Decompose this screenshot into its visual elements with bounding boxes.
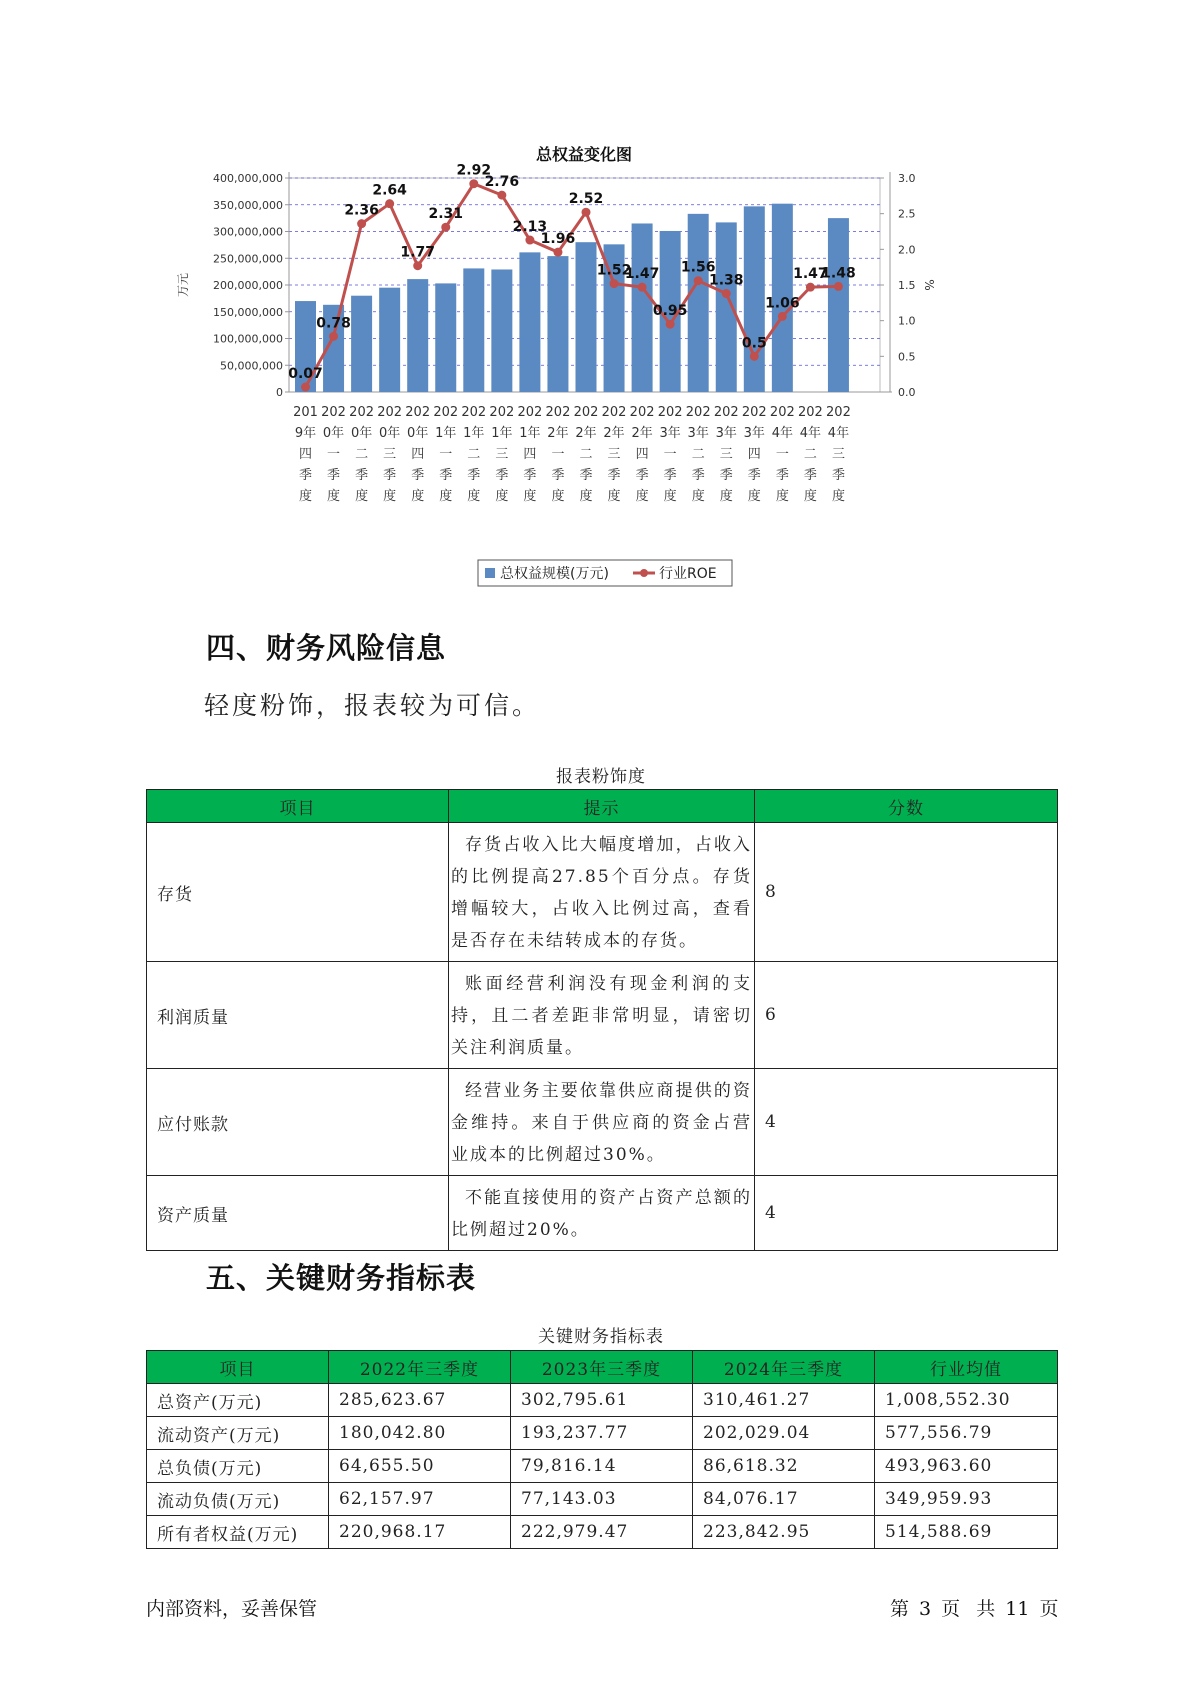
- equity-bar: [407, 279, 428, 392]
- roe-data-label: 1.06: [765, 295, 800, 312]
- x-category-label: 202 1年四季度: [517, 405, 543, 504]
- x-category-label: 202 0年四季度: [405, 405, 431, 504]
- risk-score: 4: [755, 1069, 1058, 1176]
- key-row-current-assets: [147, 1417, 1058, 1450]
- x-category-label: 202 3年一季度: [657, 405, 683, 504]
- key-value: 79,816.14: [511, 1450, 693, 1483]
- risk-tip: 不能直接使用的资产占资产总额的比例超过20%。: [449, 1176, 755, 1251]
- key-value: 84,076.17: [693, 1483, 875, 1516]
- right-tick-label: 2.0: [898, 243, 916, 257]
- x-category-label: 202 4年二季度: [797, 405, 823, 504]
- risk-table-caption: 报表粉饰度: [556, 767, 646, 787]
- left-tick-label: 300,000,000: [213, 225, 283, 239]
- key-value: 86,618.32: [693, 1450, 875, 1483]
- roe-point: [722, 289, 731, 298]
- roe-data-label: 1.47: [624, 266, 660, 283]
- roe-point: [441, 223, 450, 232]
- legend-bar-label: 总权益规模(万元): [500, 566, 609, 582]
- right-tick-label: 0.5: [898, 350, 916, 364]
- roe-data-label: 2.36: [344, 202, 379, 219]
- risk-row-inventory: [147, 823, 1058, 962]
- roe-point: [469, 179, 478, 188]
- roe-point: [778, 312, 787, 321]
- key-value: 180,042.80: [329, 1417, 511, 1450]
- roe-data-label: 1.52: [596, 262, 632, 279]
- key-item: 流动资产(万元): [147, 1417, 329, 1450]
- equity-bar: [828, 218, 849, 392]
- key-value: 349,959.93: [875, 1483, 1058, 1516]
- equity-bar: [491, 269, 512, 392]
- key-value: 285,623.67: [329, 1384, 511, 1417]
- x-category-label: 202 1年一季度: [433, 405, 459, 504]
- left-tick-label: 150,000,000: [213, 305, 283, 319]
- roe-data-label: 2.76: [484, 174, 520, 191]
- x-category-label: 202 2年二季度: [573, 405, 599, 504]
- equity-bar: [463, 268, 484, 392]
- right-tick-label: 1.5: [898, 279, 916, 292]
- roe-data-label: 2.64: [372, 182, 407, 199]
- key-value: 302,795.61: [511, 1384, 693, 1417]
- x-category-label: 202 3年三季度: [713, 405, 739, 504]
- risk-item: 资产质量: [147, 1176, 449, 1251]
- risk-header-tip: 提示: [449, 790, 755, 823]
- roe-point: [301, 383, 310, 392]
- key-value: 493,963.60: [875, 1450, 1058, 1483]
- roe-point: [357, 219, 366, 228]
- risk-row-accounts-payable: [147, 1069, 1058, 1176]
- key-header-item: 项目: [147, 1351, 329, 1384]
- roe-data-label: 2.52: [568, 191, 604, 208]
- left-tick-label: 50,000,000: [220, 359, 283, 373]
- footer-total-pages: 共 11 页: [976, 1598, 1059, 1620]
- left-axis-unit: 万元: [176, 272, 190, 298]
- x-category-label: 202 2年三季度: [601, 405, 627, 504]
- roe-point: [750, 352, 759, 361]
- equity-bar: [379, 288, 400, 392]
- x-category-label: 202 2年四季度: [629, 405, 655, 504]
- key-value: 223,842.95: [693, 1516, 875, 1549]
- section-five-title: 五、关键财务指标表: [206, 1261, 477, 1295]
- equity-bar: [519, 252, 540, 392]
- risk-tip: 存货占收入比大幅度增加，占收入的比例提高27.85个百分点。存货增幅较大，占收入比例过高，查看是否存在未结转成本的存货。: [449, 823, 755, 962]
- roe-data-label: 0.78: [316, 315, 351, 332]
- roe-data-label: 2.13: [512, 219, 548, 236]
- risk-score: 4: [755, 1176, 1058, 1251]
- x-category-label: 202 4年一季度: [769, 405, 795, 504]
- risk-header-score: 分数: [755, 790, 1058, 823]
- key-table-header-row: [147, 1351, 1058, 1384]
- roe-point: [553, 248, 562, 257]
- legend-line-marker: [640, 569, 648, 577]
- risk-tip: 账面经营利润没有现金利润的支持，且二者差距非常明显，请密切关注利润质量。: [449, 962, 755, 1069]
- roe-point: [610, 279, 619, 288]
- right-tick-label: 0.0: [898, 386, 916, 399]
- roe-point: [666, 320, 675, 329]
- section-four-title: 四、财务风险信息: [206, 631, 447, 665]
- right-axis-unit: %: [922, 279, 936, 291]
- x-category-label: 202 2年一季度: [545, 405, 571, 504]
- risk-row-profit-quality: [147, 962, 1058, 1069]
- roe-data-label: 1.77: [400, 244, 435, 261]
- roe-data-label: 1.56: [680, 259, 716, 276]
- risk-table-header-row: [147, 790, 1058, 823]
- key-value: 220,968.17: [329, 1516, 511, 1549]
- key-header-industry-avg: 行业均值: [875, 1351, 1058, 1384]
- roe-data-label: 2.31: [428, 206, 464, 223]
- risk-tip: 经营业务主要依靠供应商提供的资金维持。来自于供应商的资金占营业成本的比例超过30%。: [449, 1069, 755, 1176]
- risk-header-item: 项目: [147, 790, 449, 823]
- roe-point: [413, 261, 422, 270]
- footer-page-info: [890, 1594, 1064, 1621]
- roe-data-label: 0.95: [652, 303, 688, 320]
- risk-item: 利润质量: [147, 962, 449, 1069]
- roe-data-label: 1.96: [540, 231, 576, 248]
- key-item: 所有者权益(万元): [147, 1516, 329, 1549]
- key-header-2024q3: 2024年三季度: [693, 1351, 875, 1384]
- key-row-total-assets: [147, 1384, 1058, 1417]
- key-row-owners-equity: [147, 1516, 1058, 1549]
- roe-point: [525, 236, 534, 245]
- key-value: 577,556.79: [875, 1417, 1058, 1450]
- footer-confidential-note: 内部资料，妥善保管: [146, 1598, 318, 1620]
- footer-page-number: 第 3 页: [890, 1598, 961, 1620]
- x-category-label: 202 1年二季度: [461, 405, 487, 504]
- roe-point: [694, 276, 703, 285]
- key-value: 193,237.77: [511, 1417, 693, 1450]
- left-tick-label: 400,000,000: [213, 172, 283, 185]
- x-category-label: 202 0年三季度: [377, 405, 403, 504]
- key-value: 62,157.97: [329, 1483, 511, 1516]
- roe-data-label: 2.92: [456, 162, 492, 179]
- key-value: 310,461.27: [693, 1384, 875, 1417]
- left-tick-label: 100,000,000: [213, 332, 283, 346]
- key-value: 222,979.47: [511, 1516, 693, 1549]
- risk-item: 存货: [147, 823, 449, 962]
- equity-bar: [547, 256, 568, 392]
- left-tick-label: 0: [276, 386, 283, 399]
- key-item: 总负债(万元): [147, 1450, 329, 1483]
- roe-data-label: 1.48: [821, 265, 856, 282]
- equity-bar: [351, 296, 372, 392]
- risk-table: [146, 789, 1058, 1251]
- equity-chart: [170, 130, 950, 590]
- roe-point: [638, 283, 647, 292]
- risk-summary-text: 轻度粉饰，报表较为可信。: [204, 691, 541, 720]
- key-value: 77,143.03: [511, 1483, 693, 1516]
- roe-point: [582, 208, 591, 217]
- x-category-label: 202 3年四季度: [741, 405, 767, 504]
- left-tick-label: 350,000,000: [213, 198, 283, 212]
- key-item: 流动负债(万元): [147, 1483, 329, 1516]
- risk-score: 6: [755, 962, 1058, 1069]
- risk-score: 8: [755, 823, 1058, 962]
- equity-bar: [741, 206, 767, 392]
- roe-point: [806, 283, 815, 292]
- risk-item: 应付账款: [147, 1069, 449, 1176]
- x-category-label: 201 9年四季度: [293, 405, 318, 504]
- chart-title: 总权益变化图: [535, 145, 633, 164]
- equity-chart-svg: [170, 130, 950, 590]
- left-tick-label: 250,000,000: [213, 252, 283, 266]
- key-value: 514,588.69: [875, 1516, 1058, 1549]
- roe-data-label: 0.07: [288, 366, 323, 383]
- equity-bar: [688, 214, 709, 392]
- roe-point: [834, 282, 843, 291]
- equity-bar: [632, 223, 653, 392]
- equity-bar: [435, 283, 456, 392]
- roe-data-label: 0.5: [741, 335, 767, 352]
- key-value: 202,029.04: [693, 1417, 875, 1450]
- key-row-current-liabilities: [147, 1483, 1058, 1516]
- x-category-label: 202 3年二季度: [685, 405, 711, 504]
- legend-bar-swatch: [485, 568, 495, 578]
- key-table-caption: 关键财务指标表: [538, 1327, 664, 1347]
- right-tick-label: 1.0: [898, 314, 916, 328]
- key-item: 总资产(万元): [147, 1384, 329, 1417]
- left-tick-label: 200,000,000: [213, 279, 283, 292]
- key-indicator-table: [146, 1350, 1058, 1549]
- roe-point: [385, 199, 394, 208]
- legend-line-label: 行业ROE: [659, 566, 717, 582]
- right-tick-label: 2.5: [898, 207, 916, 221]
- key-header-2023q3: 2023年三季度: [511, 1351, 693, 1384]
- key-row-total-liabilities: [147, 1450, 1058, 1483]
- x-category-label: 202 0年二季度: [349, 405, 375, 504]
- roe-data-label: 1.38: [708, 272, 744, 289]
- roe-data-label: 1.47: [793, 266, 828, 283]
- x-category-label: 202 4年三季度: [826, 405, 851, 504]
- roe-point: [329, 332, 338, 341]
- key-value: 64,655.50: [329, 1450, 511, 1483]
- x-category-label: 202 0年一季度: [321, 405, 346, 504]
- equity-bar: [576, 242, 597, 392]
- key-header-2022q3: 2022年三季度: [329, 1351, 511, 1384]
- x-category-label: 202 1年三季度: [489, 405, 515, 504]
- roe-point: [497, 191, 506, 200]
- risk-row-asset-quality: [147, 1176, 1058, 1251]
- right-tick-label: 3.0: [898, 172, 916, 185]
- key-value: 1,008,552.30: [875, 1384, 1058, 1417]
